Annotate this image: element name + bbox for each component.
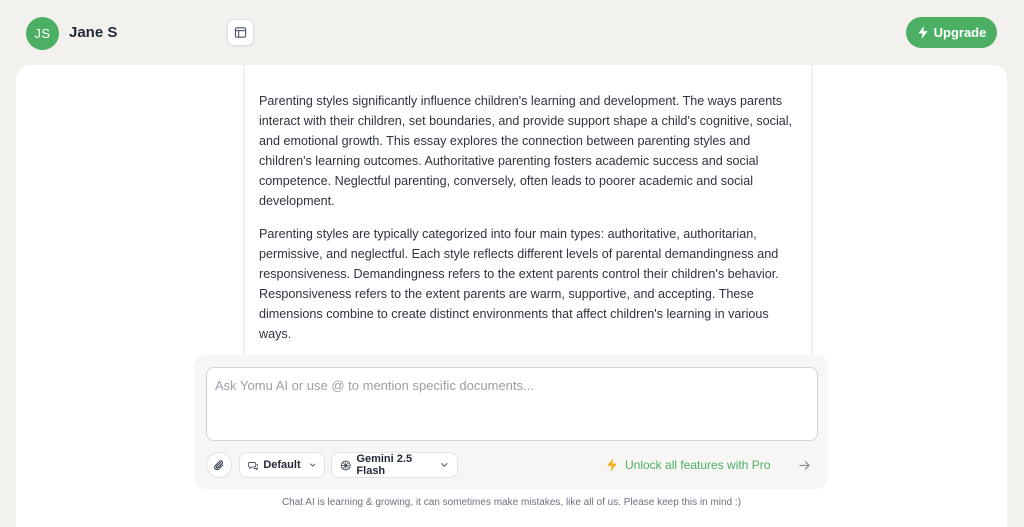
chevron-down-icon: [309, 460, 316, 470]
chat-composer: [194, 355, 828, 489]
model-label: Gemini 2.5 Flash: [356, 453, 413, 477]
top-bar: [0, 0, 1024, 64]
main-panel: [16, 65, 1007, 527]
avatar-initials: JS: [34, 26, 51, 41]
sparkle-gear-icon: [340, 459, 351, 472]
disclaimer-text: Chat AI is learning & growing, it can sometimes make mistakes, like all of us. Please keep this in mind :): [281, 497, 742, 508]
mode-selector[interactable]: [239, 452, 325, 478]
user-name: Jane S: [69, 24, 118, 41]
mode-label: Default: [263, 459, 301, 471]
avatar[interactable]: [26, 17, 59, 50]
chat-bubbles-icon: [248, 459, 258, 472]
lightning-bolt-icon: [606, 458, 618, 472]
chevron-down-icon: [440, 460, 449, 470]
lightning-bolt-icon: [917, 26, 929, 39]
send-button[interactable]: [791, 452, 817, 478]
upgrade-button[interactable]: [906, 17, 997, 48]
attach-button[interactable]: [206, 452, 232, 478]
model-selector[interactable]: [331, 452, 458, 478]
document-paragraph: Parenting styles are typically categorized into four main types: authoritative, authoritarian, permissive, and neglectful. Each style reflects different levels of parental demandingness and responsiveness. Demandingness refers to the extent parents control their children's behavior. Responsiveness refers to the extent parents are warm, supportive, and accepting. These dimensions combine to create distinct environments that affect children's learning in various ways.: [259, 227, 779, 341]
upgrade-label: Upgrade: [933, 25, 987, 40]
unlock-label: Unlock all features with Pro: [625, 458, 771, 472]
arrow-right-icon: [798, 459, 811, 472]
paperclip-icon: [213, 459, 226, 472]
toggle-panel-button[interactable]: [227, 19, 254, 46]
composer-toolbar: [206, 452, 818, 478]
unlock-pro-link[interactable]: [606, 456, 770, 474]
chat-input[interactable]: [206, 367, 818, 441]
panel-layout-icon: [234, 26, 247, 39]
document-paragraph: Parenting styles significantly influence children's learning and development. The ways parents interact with their children, set boundaries, and provide support shape a child's cognitive, social, and emotional growth. This essay explores the connection between parenting styles and children's learning outcomes. Authoritative parenting fosters academic success and social competence. Neglectful parenting, conversely, often leads to poorer academic and social development.: [259, 94, 793, 208]
